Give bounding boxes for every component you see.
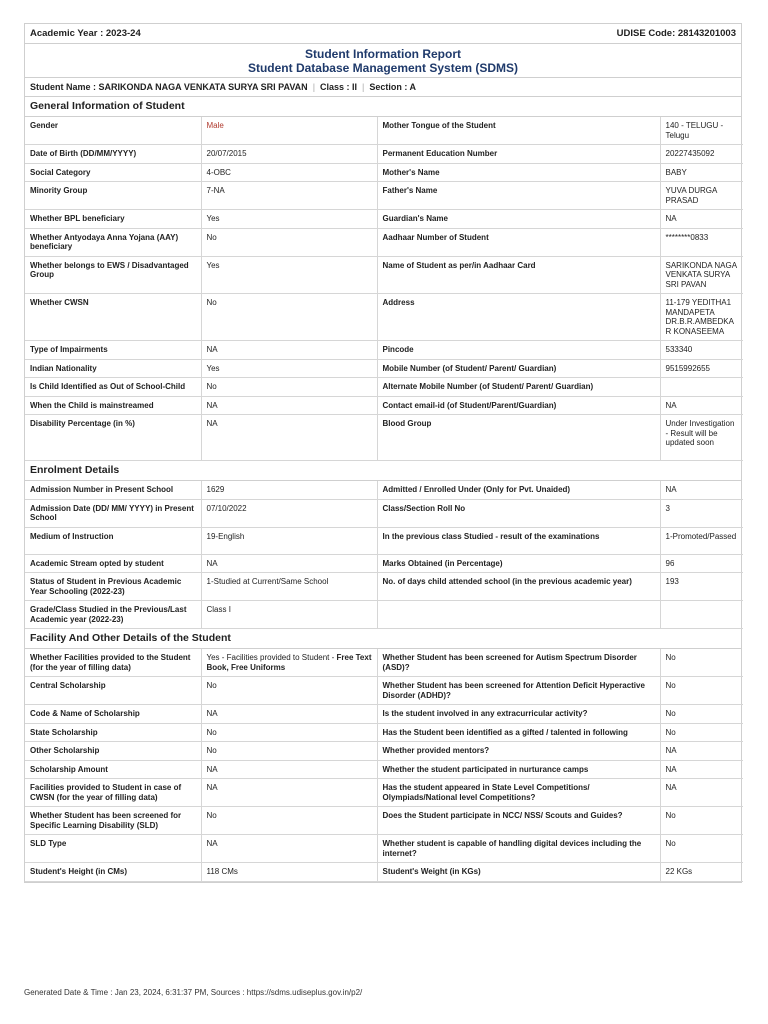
field-label: Whether Facilities provided to the Student (for the year of filling data) bbox=[25, 649, 201, 677]
table-row bbox=[25, 378, 743, 397]
field-value: NA bbox=[660, 779, 743, 807]
field-value: NA bbox=[201, 779, 377, 807]
field-label: Guardian's Name bbox=[377, 210, 660, 229]
field-label: Admission Number in Present School bbox=[25, 481, 201, 499]
report-title bbox=[25, 44, 741, 78]
table-row bbox=[25, 341, 743, 360]
field-label: Student's Weight (in KGs) bbox=[377, 863, 660, 882]
field-label: Whether CWSN bbox=[25, 294, 201, 341]
field-value: NA bbox=[201, 396, 377, 415]
field-value: 4-OBC bbox=[201, 163, 377, 182]
field-value: Under Investigation - Result will be updated soon bbox=[660, 415, 743, 461]
field-label: Has the student appeared in State Level Competitions/ Olympiads/National level Competitions? bbox=[377, 779, 660, 807]
field-label: Student's Height (in CMs) bbox=[25, 863, 201, 882]
field-label: Name of Student as per/in Aadhaar Card bbox=[377, 256, 660, 294]
table-row bbox=[25, 649, 743, 677]
field-value: No bbox=[201, 294, 377, 341]
table-row bbox=[25, 723, 743, 742]
field-value: NA bbox=[660, 396, 743, 415]
field-value: 3 bbox=[660, 499, 743, 527]
field-value: NA bbox=[201, 341, 377, 360]
field-value bbox=[660, 601, 743, 629]
field-value: No bbox=[201, 677, 377, 705]
table-row bbox=[25, 499, 743, 527]
field-label: Academic Stream opted by student bbox=[25, 554, 201, 573]
table-row bbox=[25, 554, 743, 573]
table-row bbox=[25, 601, 743, 629]
field-value: YUVA DURGA PRASAD bbox=[660, 182, 743, 210]
field-label: Social Category bbox=[25, 163, 201, 182]
report-top-bar bbox=[25, 24, 741, 44]
student-class: Class : II bbox=[320, 82, 358, 92]
report-title-line2: Student Database Management System (SDMS) bbox=[247, 61, 519, 75]
field-value: NA bbox=[201, 760, 377, 779]
field-label: Pincode bbox=[377, 341, 660, 360]
section-facility-heading: Facility And Other Details of the Student bbox=[25, 629, 741, 649]
field-value: 20/07/2015 bbox=[201, 145, 377, 164]
table-row bbox=[25, 760, 743, 779]
academic-year: Academic Year : 2023-24 bbox=[30, 28, 141, 39]
field-value: 9515992655 bbox=[660, 359, 743, 378]
field-label: Gender bbox=[25, 117, 201, 145]
table-row bbox=[25, 256, 743, 294]
field-value: 7-NA bbox=[201, 182, 377, 210]
field-label: State Scholarship bbox=[25, 723, 201, 742]
table-row bbox=[25, 228, 743, 256]
field-label: Mother Tongue of the Student bbox=[377, 117, 660, 145]
field-value: No bbox=[660, 835, 743, 863]
table-row bbox=[25, 182, 743, 210]
field-value: No bbox=[660, 677, 743, 705]
field-label: Type of Impairments bbox=[25, 341, 201, 360]
field-value: No bbox=[660, 723, 743, 742]
field-value: Yes bbox=[201, 359, 377, 378]
field-label: Scholarship Amount bbox=[25, 760, 201, 779]
table-row bbox=[25, 705, 743, 724]
facilities-list: Free Text Book, Free Uniforms bbox=[206, 653, 372, 672]
table-row bbox=[25, 481, 743, 499]
field-value: NA bbox=[201, 415, 377, 461]
enrolment-table bbox=[25, 481, 743, 629]
field-value: 11-179 YEDITHA1 MANDAPETA DR.B.R.AMBEDKAR KONASEEMA bbox=[660, 294, 743, 341]
field-value: Yes bbox=[201, 210, 377, 229]
field-value bbox=[201, 649, 377, 677]
field-label: Admitted / Enrolled Under (Only for Pvt. Unaided) bbox=[377, 481, 660, 499]
field-label: No. of days child attended school (in the previous academic year) bbox=[377, 573, 660, 601]
table-row bbox=[25, 527, 743, 554]
table-row bbox=[25, 294, 743, 341]
field-value: 1629 bbox=[201, 481, 377, 499]
table-row bbox=[25, 863, 743, 882]
field-label: Whether Student has been screened for Attention Deficit Hyperactive Disorder (ADHD)? bbox=[377, 677, 660, 705]
field-label: Indian Nationality bbox=[25, 359, 201, 378]
field-label: Code & Name of Scholarship bbox=[25, 705, 201, 724]
table-row bbox=[25, 807, 743, 835]
field-value: No bbox=[660, 649, 743, 677]
field-label: Contact email-id (of Student/Parent/Guardian) bbox=[377, 396, 660, 415]
field-label: Marks Obtained (in Percentage) bbox=[377, 554, 660, 573]
field-value: Male bbox=[201, 117, 377, 145]
field-value bbox=[660, 378, 743, 397]
field-value: NA bbox=[660, 742, 743, 761]
field-label: Admission Date (DD/ MM/ YYYY) in Present School bbox=[25, 499, 201, 527]
student-section: Section : A bbox=[369, 82, 417, 92]
field-label: Has the Student been identified as a gifted / talented in following bbox=[377, 723, 660, 742]
section-general-heading: General Information of Student bbox=[25, 97, 741, 117]
table-row bbox=[25, 145, 743, 164]
field-value: NA bbox=[660, 481, 743, 499]
field-value: 140 - TELUGU - Telugu bbox=[660, 117, 743, 145]
field-value: No bbox=[201, 378, 377, 397]
field-value: NA bbox=[201, 835, 377, 863]
table-row bbox=[25, 835, 743, 863]
table-row bbox=[25, 163, 743, 182]
field-label: Father's Name bbox=[377, 182, 660, 210]
field-value: No bbox=[201, 742, 377, 761]
field-label: SLD Type bbox=[25, 835, 201, 863]
field-label: Class/Section Roll No bbox=[377, 499, 660, 527]
field-value: 193 bbox=[660, 573, 743, 601]
field-value: No bbox=[201, 807, 377, 835]
student-name: Student Name : SARIKONDA NAGA VENKATA SURYA SRI PAVAN bbox=[30, 82, 308, 92]
field-label: Whether Student has been screened for Autism Spectrum Disorder (ASD)? bbox=[377, 649, 660, 677]
field-label: Aadhaar Number of Student bbox=[377, 228, 660, 256]
field-value: 20227435092 bbox=[660, 145, 743, 164]
field-label: Mobile Number (of Student/ Parent/ Guardian) bbox=[377, 359, 660, 378]
field-label: Alternate Mobile Number (of Student/ Parent/ Guardian) bbox=[377, 378, 660, 397]
field-value: NA bbox=[201, 705, 377, 724]
field-value: 1-Promoted/Passed bbox=[660, 527, 743, 554]
udise-code: UDISE Code: 28143201003 bbox=[616, 28, 736, 39]
field-value: NA bbox=[660, 760, 743, 779]
field-label: When the Child is mainstreamed bbox=[25, 396, 201, 415]
field-label: Other Scholarship bbox=[25, 742, 201, 761]
field-label: Permanent Education Number bbox=[377, 145, 660, 164]
field-value: Class I bbox=[201, 601, 377, 629]
table-row bbox=[25, 573, 743, 601]
table-row bbox=[25, 359, 743, 378]
table-row bbox=[25, 779, 743, 807]
field-label: Whether the student participated in nurturance camps bbox=[377, 760, 660, 779]
field-label: Is the student involved in any extracurricular activity? bbox=[377, 705, 660, 724]
field-label: Status of Student in Previous Academic Year Schooling (2022-23) bbox=[25, 573, 201, 601]
field-value: No bbox=[660, 807, 743, 835]
field-label: Grade/Class Studied in the Previous/Last Academic year (2022-23) bbox=[25, 601, 201, 629]
field-label: Mother's Name bbox=[377, 163, 660, 182]
generated-footer: Generated Date & Time : Jan 23, 2024, 6:31:37 PM, Sources : https://sdms.udiseplus.gov.in/p2/ bbox=[24, 988, 363, 997]
field-value: ********0833 bbox=[660, 228, 743, 256]
field-value: 19-English bbox=[201, 527, 377, 554]
facilities-text: Yes - Facilities provided to Student - bbox=[206, 653, 337, 662]
field-label: Does the Student participate in NCC/ NSS/ Scouts and Guides? bbox=[377, 807, 660, 835]
student-summary bbox=[25, 78, 741, 97]
table-row bbox=[25, 117, 743, 145]
field-label: Minority Group bbox=[25, 182, 201, 210]
table-row bbox=[25, 396, 743, 415]
field-value: Yes bbox=[201, 256, 377, 294]
field-label: Date of Birth (DD/MM/YYYY) bbox=[25, 145, 201, 164]
table-row bbox=[25, 677, 743, 705]
field-value: SARIKONDA NAGA VENKATA SURYA SRI PAVAN bbox=[660, 256, 743, 294]
field-label bbox=[377, 601, 660, 629]
field-value: NA bbox=[201, 554, 377, 573]
field-label: Facilities provided to Student in case of CWSN (for the year of filling data) bbox=[25, 779, 201, 807]
table-row bbox=[25, 210, 743, 229]
table-row bbox=[25, 415, 743, 461]
field-value: No bbox=[201, 228, 377, 256]
field-value: 1-Studied at Current/Same School bbox=[201, 573, 377, 601]
section-enrolment-heading: Enrolment Details bbox=[25, 461, 741, 481]
facility-table bbox=[25, 649, 743, 882]
field-value: 96 bbox=[660, 554, 743, 573]
field-label: Blood Group bbox=[377, 415, 660, 461]
field-value: BABY bbox=[660, 163, 743, 182]
field-value: No bbox=[660, 705, 743, 724]
field-label: Whether Antyodaya Anna Yojana (AAY) beneficiary bbox=[25, 228, 201, 256]
field-label: Medium of Instruction bbox=[25, 527, 201, 554]
field-label: In the previous class Studied - result of the examinations bbox=[377, 527, 660, 554]
field-value: 533340 bbox=[660, 341, 743, 360]
field-label: Is Child Identified as Out of School-Child bbox=[25, 378, 201, 397]
field-label: Whether provided mentors? bbox=[377, 742, 660, 761]
separator: | bbox=[362, 82, 365, 92]
field-label: Central Scholarship bbox=[25, 677, 201, 705]
general-info-table bbox=[25, 117, 743, 461]
report-title-line1: Student Information Report bbox=[305, 47, 461, 61]
field-label: Whether student is capable of handling digital devices including the internet? bbox=[377, 835, 660, 863]
field-label: Address bbox=[377, 294, 660, 341]
field-label: Whether Student has been screened for Specific Learning Disability (SLD) bbox=[25, 807, 201, 835]
separator: | bbox=[312, 82, 316, 92]
field-label: Whether BPL beneficiary bbox=[25, 210, 201, 229]
field-value: 22 KGs bbox=[660, 863, 743, 882]
field-value: 118 CMs bbox=[201, 863, 377, 882]
field-value: NA bbox=[660, 210, 743, 229]
field-label: Whether belongs to EWS / Disadvantaged Group bbox=[25, 256, 201, 294]
field-value: No bbox=[201, 723, 377, 742]
field-label: Disability Percentage (in %) bbox=[25, 415, 201, 461]
table-row bbox=[25, 742, 743, 761]
field-value: 07/10/2022 bbox=[201, 499, 377, 527]
student-report bbox=[24, 23, 742, 883]
